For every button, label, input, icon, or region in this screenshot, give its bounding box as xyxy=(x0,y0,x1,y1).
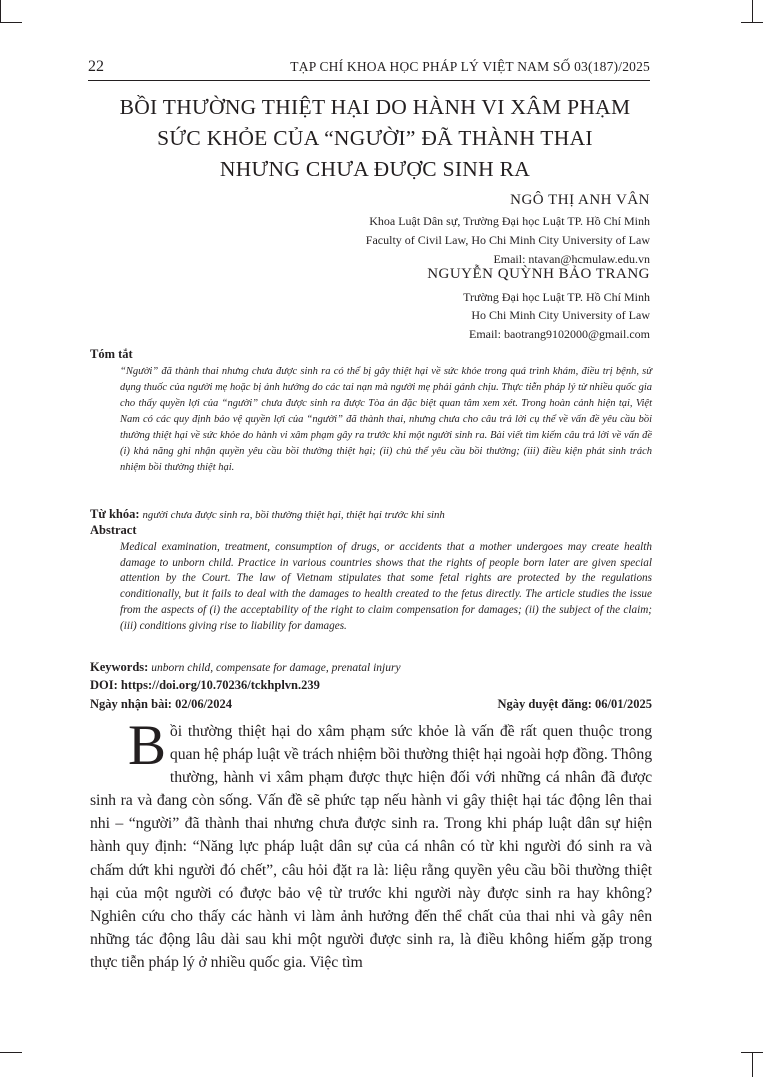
crop-mark xyxy=(0,1052,22,1053)
crop-mark xyxy=(752,1052,753,1077)
title-line: BỒI THƯỜNG THIỆT HẠI DO HÀNH VI XÂM PHẠM xyxy=(119,95,631,119)
crop-mark xyxy=(0,22,22,23)
journal-title: TẠP CHÍ KHOA HỌC PHÁP LÝ VIỆT NAM SỐ 03(187)/2025 xyxy=(290,59,650,74)
author-affiliation-en: Ho Chi Minh City University of Law xyxy=(471,308,650,322)
keywords-en xyxy=(90,660,401,675)
abstract-vi-text: “Người” đã thành thai nhưng chưa được sinh ra có thể bị gây thiệt hại về sức khỏe trong quá trình khám, điều trị bệnh, sử dụng thuốc của người mẹ hoặc bị ảnh hưởng do các tai nạn mà người mẹ phải gánh chịu. Thực tiễn pháp lý từ nhiều quốc gia cho thấy quyền lợi của “người” chưa được sinh ra được Tòa án đặc biệt quan tâm xem xét. Trong hoàn cảnh hiện tại, Việt Nam có các quy định bảo vệ quyền lợi của “người” đã thành thai, nhưng chưa cho câu trả lời cụ thể về vấn đề yêu cầu bồi thường thiệt hại về sức khỏe do hành vi xâm phạm gây ra trước khi một người sinh ra. Bài viết tìm kiếm câu trả lời về vấn đề (i) khả năng ghi nhận quyền yêu cầu bồi thường thiệt hại; (ii) chủ thể yêu cầu bồi thường; (iii) điều kiện phát sinh trách nhiệm bồi thường thiệt hại. xyxy=(120,366,652,473)
crop-mark xyxy=(741,1052,763,1053)
author-name: NGÔ THỊ ANH VÂN xyxy=(510,192,650,208)
crop-mark xyxy=(741,22,763,23)
abstract-en-label: Abstract xyxy=(90,523,137,537)
abstract-en-text: Medical examination, treatment, consumption of drugs, or accidents that a mother undergoes may create health damage to unborn child. Practice in various countries shows that the rights of people born later are given special attention by the Court. The law of Vietnam stipulates that some fetal rights are protected by the regulations conditionally, but it fails to deal with the damages to health created to the fetus directly. The article studies the issue from the aspects of (i) the acceptability of the right to claim compensation for damages; (ii) the subject of the claim; (iii) conditions giving rise to liability for damages. xyxy=(120,541,652,632)
keywords-en-label: Keywords: xyxy=(90,660,149,674)
body-paragraph xyxy=(90,714,652,974)
keywords-vi-label: Từ khóa: xyxy=(90,507,140,521)
abstract-vi-label: Tóm tắt xyxy=(90,347,133,361)
header-rule xyxy=(88,80,650,81)
date-received: Ngày nhận bài: 02/06/2024 xyxy=(90,697,233,711)
crop-mark xyxy=(752,0,753,22)
running-header xyxy=(88,58,650,76)
keywords-vi xyxy=(90,507,445,522)
title-line: NHƯNG CHƯA ĐƯỢC SINH RA xyxy=(219,157,531,181)
author-name: NGUYỄN QUỲNH BẢO TRANG xyxy=(427,266,650,282)
keywords-vi-text: người chưa được sinh ra, bồi thường thiệt hại, thiệt hại trước khi sinh xyxy=(142,509,445,521)
date-accepted: Ngày duyệt đăng: 06/01/2025 xyxy=(497,697,652,711)
page-number: 22 xyxy=(88,58,104,75)
article-title xyxy=(60,92,690,185)
crop-mark xyxy=(0,0,1,22)
title-line: SỨC KHỎE CỦA “NGƯỜI” ĐÃ THÀNH THAI xyxy=(157,126,593,150)
author-affiliation-vi: Trường Đại học Luật TP. Hồ Chí Minh xyxy=(463,290,650,304)
drop-cap: B xyxy=(128,714,166,777)
author-email: Email: ntavan@hcmulaw.edu.vn xyxy=(493,252,650,266)
author-email: Email: baotrang9102000@gmail.com xyxy=(468,327,650,341)
keywords-en-text: unborn child, compensate for damage, prenatal injury xyxy=(151,662,401,674)
author-affiliation-vi: Khoa Luật Dân sự, Trường Đại học Luật TP. Hồ Chí Minh xyxy=(369,214,650,228)
author-affiliation-en: Faculty of Civil Law, Ho Chi Minh City University of Law xyxy=(365,233,650,247)
doi-link[interactable]: DOI: https://doi.org/10.70236/tckhplvn.239 xyxy=(90,678,320,692)
body-text: ồi thường thiệt hại do xâm phạm sức khỏe là vấn đề rất quen thuộc trong quan hệ pháp luật về trách nhiệm bồi thường thiệt hại ngoài hợp đồng. Thông thường, hành vi xâm phạm được thực hiện đối với những cá nhân đã được sinh ra và đang còn sống. Vấn đề sẽ phức tạp nếu hành vi gây thiệt hại tác động lên thai nhi – “người” đã thành thai nhưng chưa được sinh ra. Trong khi pháp luật dân sự hiện hành quy định: “Năng lực pháp luật dân sự của cá nhân có từ khi người đó sinh ra và chấm dứt khi người đó chết”, câu hỏi đặt ra là: liệu rằng quyền yêu cầu bồi thường thiệt hại của một người có được bảo vệ từ trước khi người này được sinh ra hay không? Nghiên cứu cho thấy các hành vi làm ảnh hưởng đến thể chất của thai nhi và gây nên những tác động lâu dài sau khi một người được sinh ra, là điều không hiếm gặp trong thực tiễn pháp lý ở nhiều quốc gia. Việc tìm xyxy=(90,723,652,971)
